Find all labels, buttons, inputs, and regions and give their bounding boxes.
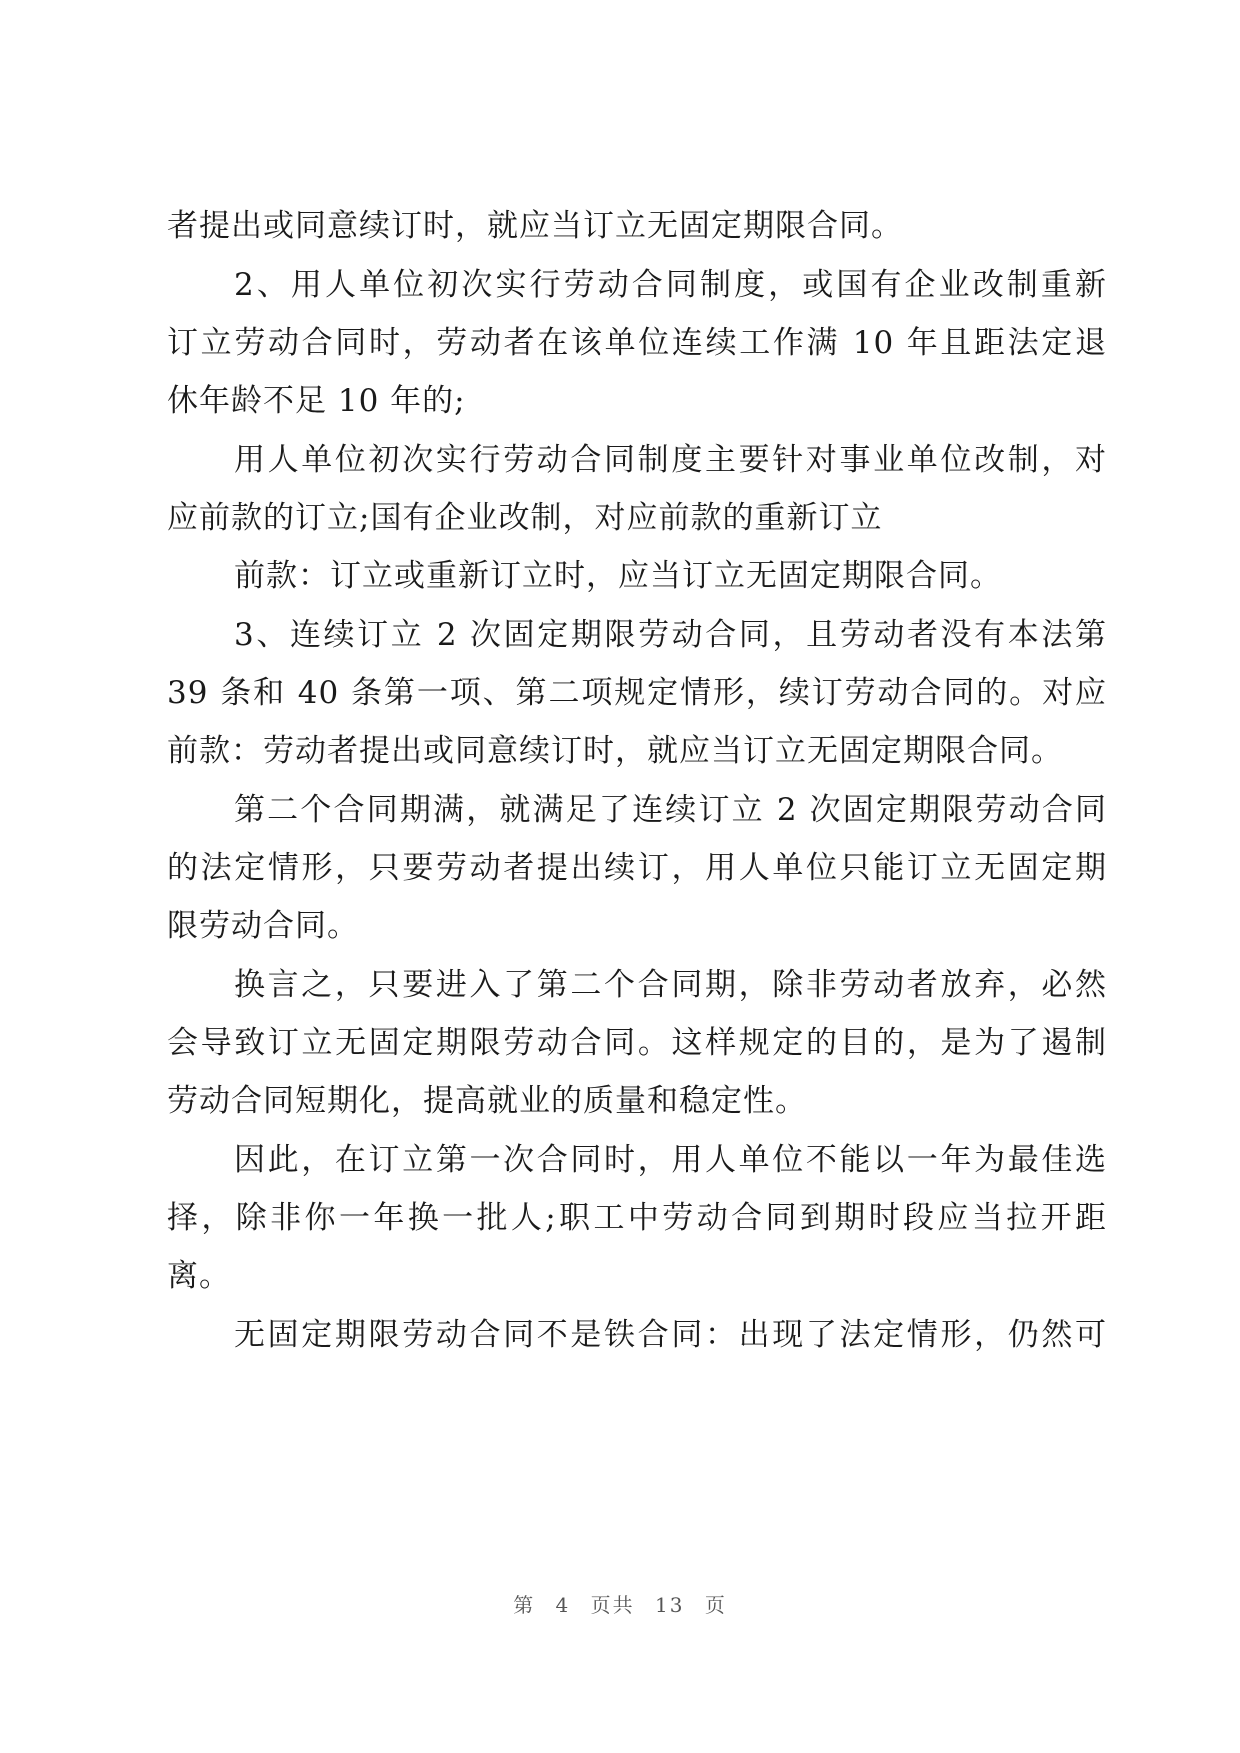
text-line-2: 2、用人单位初次实行劳动合同制度，或国有企业改制重新: [234, 267, 1107, 303]
text-line-19: 离。: [167, 1258, 231, 1294]
page-label-middle: 页共: [590, 1593, 635, 1617]
text-line-15: 会导致订立无固定期限劳动合同。这样规定的目的，是为了遏制: [167, 1025, 1107, 1061]
text-line-5: 用人单位初次实行劳动合同制度主要针对事业单位改制，对: [234, 442, 1107, 478]
text-line-7: 前款：订立或重新订立时，应当订立无固定期限合同。: [234, 558, 1002, 594]
text-line-9: 39 条和 40 条第一项、第二项规定情形，续订劳动合同的。对应: [167, 675, 1107, 711]
page-label-prefix: 第: [513, 1593, 536, 1617]
text-line-20: 无固定期限劳动合同不是铁合同：出现了法定情形，仍然可: [234, 1317, 1107, 1353]
page-label-suffix: 页: [704, 1593, 727, 1617]
text-line-16: 劳动合同短期化，提高就业的质量和稳定性。: [167, 1083, 807, 1119]
text-line-11: 第二个合同期满，就满足了连续订立 2 次固定期限劳动合同: [234, 792, 1107, 828]
text-line-6: 应前款的订立;国有企业改制，对应前款的重新订立: [167, 500, 883, 536]
text-line-14: 换言之，只要进入了第二个合同期，除非劳动者放弃，必然: [234, 967, 1107, 1003]
text-line-10: 前款：劳动者提出或同意续订时，就应当订立无固定期限合同。: [167, 733, 1063, 769]
text-line-4: 休年龄不足 10 年的;: [167, 383, 466, 419]
total-pages-number: 13: [655, 1593, 685, 1617]
text-line-12: 的法定情形，只要劳动者提出续订，用人单位只能订立无固定期: [167, 850, 1107, 886]
text-line-13: 限劳动合同。: [167, 908, 359, 944]
page-footer: [0, 1592, 1240, 1618]
text-line-8: 3、连续订立 2 次固定期限劳动合同，且劳动者没有本法第: [234, 617, 1107, 653]
current-page-number: 4: [555, 1593, 571, 1617]
text-line-18: 择，除非你一年换一批人;职工中劳动合同到期时段应当拉开距: [167, 1200, 1107, 1236]
text-line-17: 因此，在订立第一次合同时，用人单位不能以一年为最佳选: [234, 1142, 1107, 1178]
text-line-1: 者提出或同意续订时，就应当订立无固定期限合同。: [167, 208, 903, 244]
text-line-3: 订立劳动合同时，劳动者在该单位连续工作满 10 年且距法定退: [167, 325, 1107, 361]
